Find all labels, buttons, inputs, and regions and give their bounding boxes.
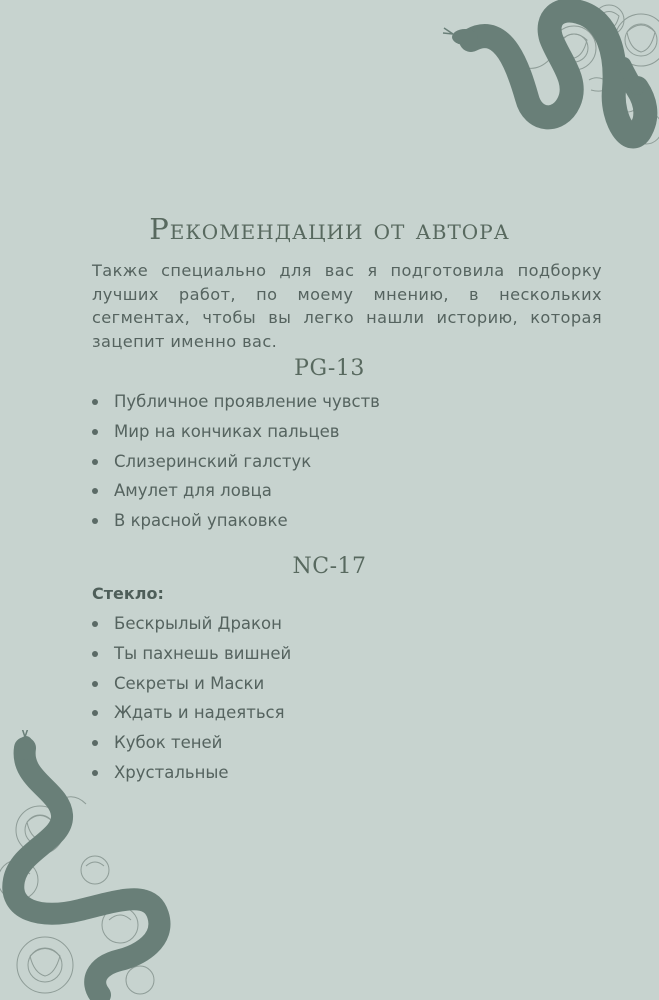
- list-item: Бескрылый Дракон: [92, 614, 291, 644]
- subsection-label: Стекло:: [92, 584, 164, 603]
- snake-icon: [471, 10, 645, 136]
- snake-head: [18, 736, 34, 760]
- pg13-list: [92, 392, 380, 541]
- intro-text: Также специально для вас я подготовила подборку лучших работ, по моему мнению, в нескольких сегментах, чтобы вы легко нашли историю, которая зацепит именно вас.: [92, 261, 602, 351]
- list-item: В красной упаковке: [92, 511, 380, 541]
- list-item: Кубок теней: [92, 733, 291, 763]
- section-heading-pg13: PG-13: [294, 356, 365, 381]
- snake-rose-decoration-top: [409, 0, 659, 175]
- snake-head: [452, 29, 478, 45]
- list-item: Ждать и надеяться: [92, 703, 291, 733]
- list-item: Публичное проявление чувств: [92, 392, 380, 422]
- nc17-list: [92, 614, 291, 793]
- list-item: Слизеринский галстук: [92, 452, 380, 482]
- list-item: Секреты и Маски: [92, 674, 291, 704]
- page-title: Рекомендации от автора: [149, 212, 510, 246]
- list-item: Амулет для ловца: [92, 481, 380, 511]
- list-item: Мир на кончиках пальцев: [92, 422, 380, 452]
- list-item: Ты пахнешь вишней: [92, 644, 291, 674]
- list-item: Хрустальные: [92, 763, 291, 793]
- section-heading-nc17: NC-17: [292, 554, 367, 579]
